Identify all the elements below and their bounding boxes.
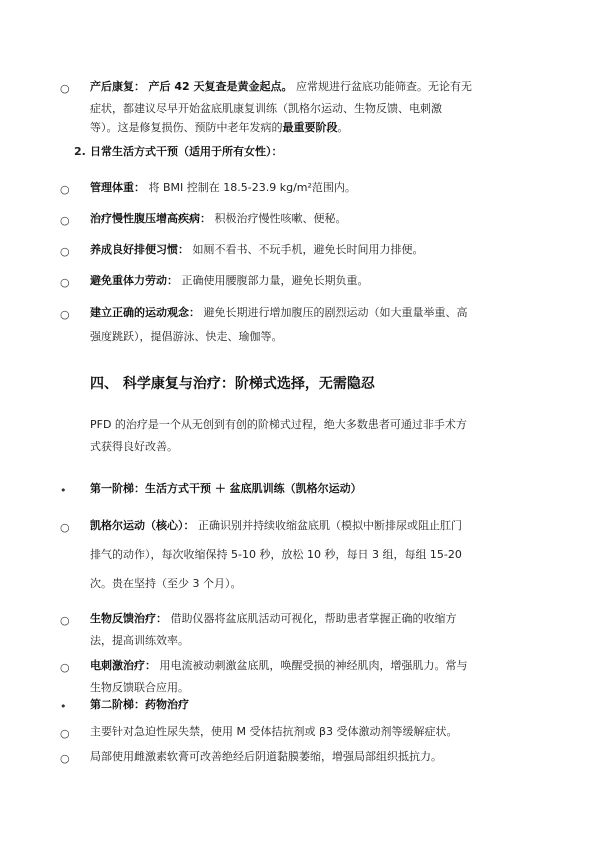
circle-bullet-icon: ○ (60, 308, 70, 321)
item-label: 养成良好排便习惯： (90, 243, 189, 256)
circle-bullet-icon: ○ (60, 276, 70, 289)
list-item (90, 212, 347, 226)
item-text: 正确使用腰腹部力量，避免长期负重。 (181, 274, 369, 287)
postpartum-emphasis: 最重要阶段 (282, 121, 338, 134)
item-label: 避免重体力劳动： (90, 274, 178, 287)
list-item: 局部使用雌激素软膏可改善绝经后阴道黏膜萎缩，增强局部组织抵抗力。 (90, 750, 442, 763)
intro-line-2: 式获得良好改善。 (90, 440, 178, 453)
postpartum-text: 应常规进行盆底功能筛查。无论有无 (295, 80, 472, 93)
circle-bullet-icon: ○ (60, 214, 70, 227)
estim-text: 用电流被动刺激盆底肌，唤醒受损的神经肌肉，增强肌力。常与 (159, 659, 468, 672)
list-item (90, 243, 424, 257)
postpartum-label: 产后康复： (90, 80, 145, 93)
bullet-icon: • (60, 700, 67, 713)
biofeedback-line-2: 法，提高训练效率。 (90, 634, 189, 647)
circle-bullet-icon: ○ (60, 661, 70, 674)
section-number: 2. (74, 145, 86, 158)
circle-bullet-icon: ○ (60, 245, 70, 258)
kegel-line-3: 次。贵在坚持（至少 3 个月）。 (90, 577, 242, 590)
postpartum-bold-text: 产后 42 天复查是黄金起点。 (148, 80, 293, 93)
list-item (90, 181, 356, 195)
item-text: 积极治疗慢性咳嗽、便秘。 (214, 212, 347, 225)
postpartum-text-end: 。 (337, 121, 349, 134)
kegel-label: 凯格尔运动（核心）： (90, 519, 195, 532)
circle-bullet-icon: ○ (60, 752, 70, 765)
biofeedback-line-1 (90, 612, 457, 626)
kegel-text: 正确识别并持续收缩盆底肌（模拟中断排尿或阻止肛门 (198, 519, 462, 532)
section-title: 日常生活方式干预（适用于所有女性）： (90, 145, 283, 158)
postpartum-line-3 (90, 121, 349, 135)
item-label: 建立正确的运动观念： (90, 306, 200, 319)
circle-bullet-icon: ○ (60, 82, 70, 95)
item-text: 将 BMI 控制在 18.5-23.9 kg/m²范围内。 (148, 181, 356, 194)
item-text: 如厕不看书、不玩手机，避免长时间用力排便。 (192, 243, 424, 256)
kegel-line-2: 排气的动作），每次收缩保持 5-10 秒，放松 10 秒，每日 3 组，每组 15-20 (90, 548, 462, 561)
circle-bullet-icon: ○ (60, 183, 70, 196)
postpartum-line-2: 症状，都建议尽早开始盆底肌康复训练（凯格尔运动、生物反馈、电刺激 (90, 102, 442, 115)
estim-line-1 (90, 659, 468, 673)
circle-bullet-icon: ○ (60, 614, 70, 627)
item-label: 治疗慢性腹压增高疾病： (90, 212, 211, 225)
circle-bullet-icon: ○ (60, 521, 70, 534)
intro-line-1: PFD 的治疗是一个从无创到有创的阶梯式过程，绝大多数患者可通过非手术方 (90, 418, 467, 431)
estim-label: 电刺激治疗： (90, 659, 156, 672)
postpartum-line-1 (90, 80, 472, 94)
circle-bullet-icon: ○ (60, 727, 70, 740)
biofeedback-label: 生物反馈治疗： (90, 612, 167, 625)
estim-line-2: 生物反馈联合应用。 (90, 681, 189, 694)
list-item-continuation: 强度跳跃），提倡游泳、快走、瑜伽等。 (90, 330, 283, 343)
bullet-icon: • (60, 484, 67, 497)
item-label: 管理体重： (90, 181, 145, 194)
kegel-line-1 (90, 519, 462, 533)
stage2-title: 第二阶梯：药物治疗 (90, 698, 189, 711)
list-item (90, 306, 468, 320)
list-item: 主要针对急迫性尿失禁，使用 M 受体拮抗剂或 β3 受体激动剂等缓解症状。 (90, 725, 458, 738)
section-heading: 四、 科学康复与治疗：阶梯式选择，无需隐忍 (90, 376, 375, 392)
biofeedback-text: 借助仪器将盆底肌活动可视化，帮助患者掌握正确的收缩方 (170, 612, 457, 625)
list-item (90, 274, 369, 288)
postpartum-text-a: 等）。这是修复损伤、预防中老年发病的 (90, 121, 283, 134)
item-text: 避免长期进行增加腹压的剧烈运动（如大重量举重、高 (203, 306, 468, 319)
stage1-title: 第一阶梯：生活方式干预 ＋ 盆底肌训练（凯格尔运动） (90, 482, 362, 495)
